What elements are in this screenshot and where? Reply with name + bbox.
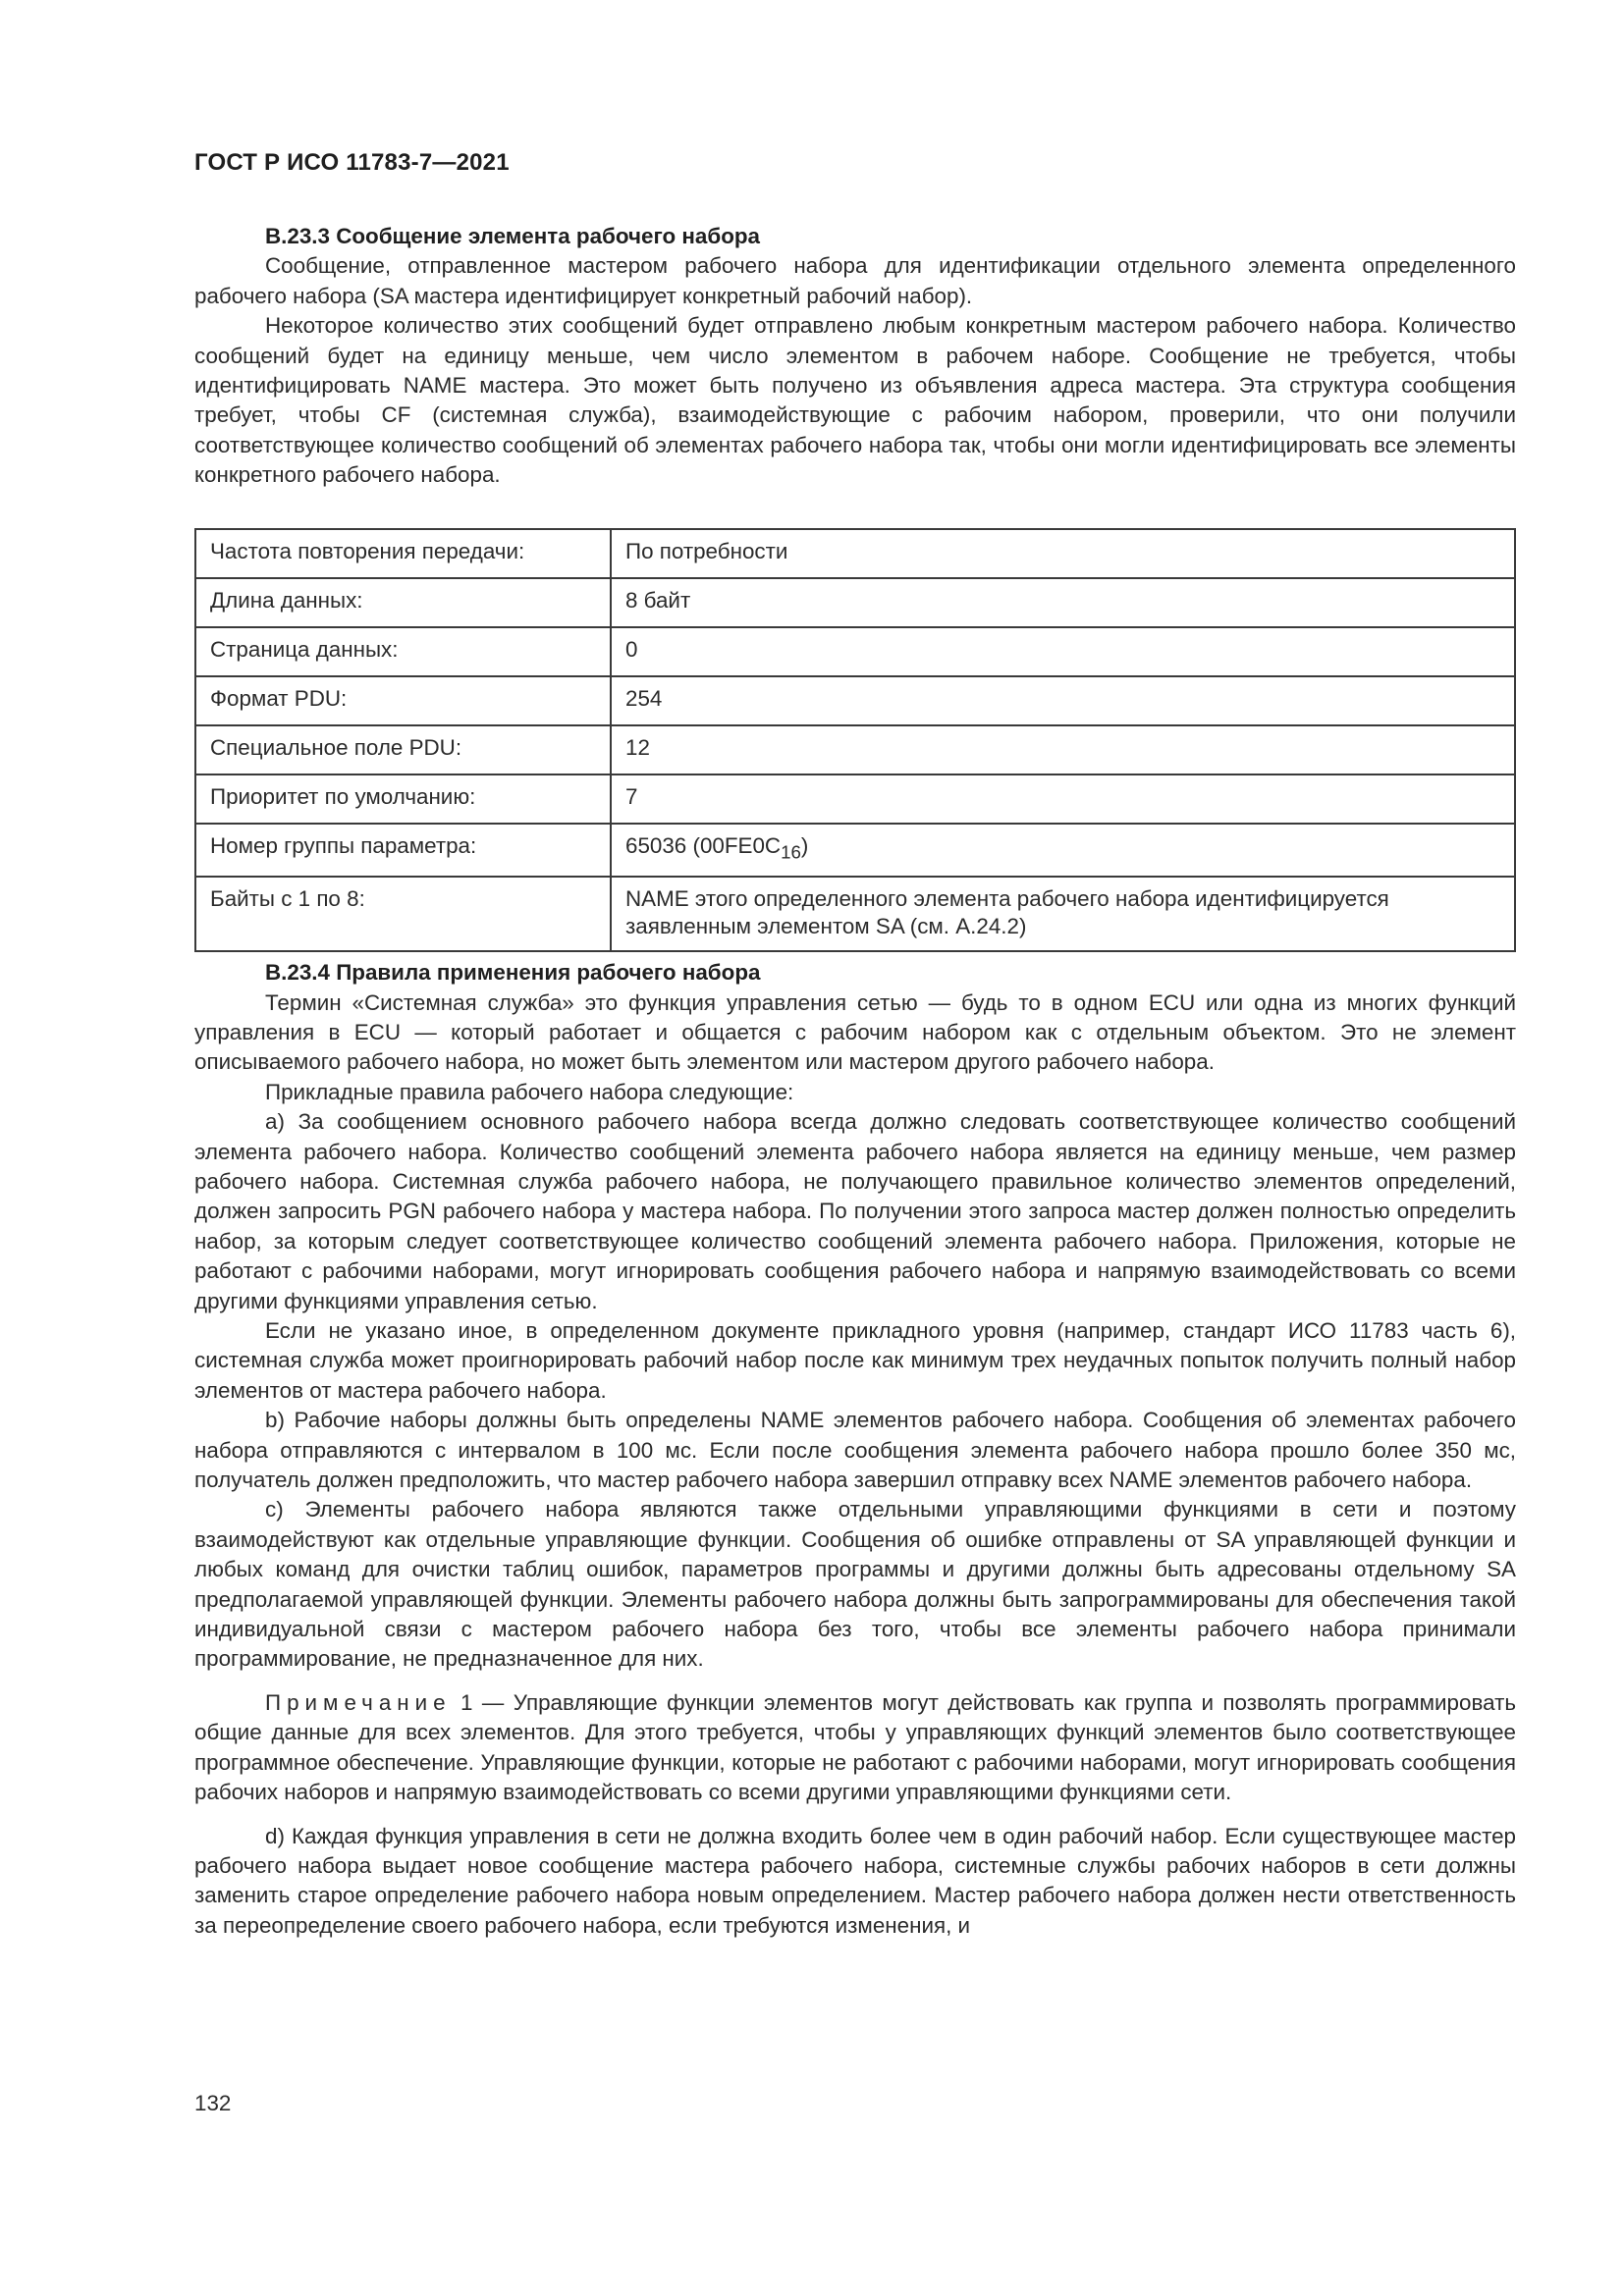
pgn-suffix: ) [800,832,809,858]
table-row [195,676,1515,725]
table-row [195,578,1515,627]
message-parameters-table [194,528,1516,952]
table-value-cell: NAME этого определенного элемента рабочего набора идентифицируется заявленным элементом SA (см. A.24.2) [611,877,1515,951]
document-body [194,222,1516,1941]
list-item-a: a) За сообщением основного рабочего набора всегда должно следовать соответствующее количество сообщений элемента рабочего набора. Количество сообщений элемента рабочего набора является на единицу меньше, чем размер рабочего набора. Системная служба рабочего набора, не получающего правильное количество элементов определений, должен запросить PGN рабочего набора у мастера набора. По получении этого запроса мастер должен полностью определить набор, за которым следует соответствующее количество сообщений элемента рабочего набора. Приложения, которые не работают с рабочими наборами, могут игнорировать сообщения рабочего набора и напрямую взаимодействовать со всеми другими функциями управления сетью. [194,1109,1516,1313]
table-value-cell: 254 [611,676,1515,725]
paragraph: Прикладные правила рабочего набора следующие: [265,1079,794,1104]
table-value-cell: По потребности [611,529,1515,578]
note-label: Примечание [265,1689,452,1715]
list-item-b: b) Рабочие наборы должны быть определены NAME элементов рабочего набора. Сообщения об элементах рабочего набора отправляются с интервалом в 100 мс. Если после сообщения элемента рабочего набора прошло более 350 мс, получатель должен предположить, что мастер рабочего набора завершил отправку всех NAME элементов рабочего набора. [194,1408,1516,1493]
list-item-c: c) Элементы рабочего набора являются также отдельными управляющими функциями в сети и поэтому взаимодействуют как отдельные управляющие функции. Сообщения об ошибке отправлены от SA управляющей функции и любых команд для очистки таблиц ошибок, параметров программы и другими должны быть адресованы отдельному SA предполагаемой управляющей функции. Элементы рабочего набора должны быть запрограммированы для обеспечения такой индивидуальной связи с мастером рабочего набора без того, чтобы все элементы рабочего набора принимали программирование, не предназначенное для них. [194,1497,1516,1672]
paragraph: Термин «Системная служба» это функция управления сетью — будь то в одном ECU или одна из многих функций управления в ECU — который работает и общается с рабочим набором как с отдельным объектом. Это не элемент описываемого рабочего набора, но может быть элементом или мастером другого рабочего набора. [194,989,1516,1075]
document-header: ГОСТ Р ИСО 11783-7—2021 [194,149,510,176]
table-row [195,627,1515,676]
table-row [195,529,1515,578]
table-value-cell [611,824,1515,877]
table-row [195,774,1515,824]
paragraph: Если не указано иное, в определенном документе прикладного уровня (например, стандарт ИСО 11783 часть 6), системная служба может проигнорировать рабочий набор после как минимум трех неудачных попыток получить полный набор элементов от мастера рабочего набора. [194,1318,1516,1403]
table-value-cell: 7 [611,774,1515,824]
table-label-cell: Длина данных: [195,578,611,627]
table-row [195,877,1515,951]
list-item-d: d) Каждая функция управления в сети не должна входить более чем в один рабочий набор. Если существующее мастер рабочего набора выдает новое сообщение мастера рабочего набора, системные службы рабочих наборов в сети должны заменить старое определение рабочего набора новым определением. Мастер рабочего набора должен нести ответственность за переопределение своего рабочего набора, если требуются изменения, и [194,1823,1516,1938]
table-label-cell: Страница данных: [195,627,611,676]
table-label-cell: Формат PDU: [195,676,611,725]
paragraph: Сообщение, отправленное мастером рабочего набора для идентификации отдельного элемента определенного рабочего набора (SA мастера идентифицирует конкретный рабочий набор). [194,253,1516,308]
note-1 [194,1688,1516,1808]
pgn-value: 65036 (00FE0C [625,832,782,858]
note-text: 1 — Управляющие функции элементов могут действовать как группа и позволять программировать общие данные для всех элементов. Для этого требуется, чтобы у управляющих функций элементов было соответствующее программное обеспечение. Управляющие функции, которые не работают с рабочими наборами, могут игнорировать сообщения рабочих наборов и напрямую взаимодействовать со всеми другими управляющими функциями сети. [194,1689,1516,1805]
page-number: 132 [194,2091,232,2115]
section-heading-b-23-3: B.23.3 Сообщение элемента рабочего набора [265,224,760,248]
table-label-cell: Частота повторения передачи: [195,529,611,578]
table-label-cell: Приоритет по умолчанию: [195,774,611,824]
pgn-subscript: 16 [781,841,801,863]
table-label-cell: Байты с 1 по 8: [195,877,611,951]
table-value-cell: 8 байт [611,578,1515,627]
table-label-cell: Номер группы параметра: [195,824,611,877]
section-heading-b-23-4: B.23.4 Правила применения рабочего набора [265,960,761,986]
table-value-cell: 0 [611,627,1515,676]
table-value-cell: 12 [611,725,1515,774]
paragraph: Некоторое количество этих сообщений будет отправлено любым конкретным мастером рабочего набора. Количество сообщений будет на единицу меньше, чем число элементом в рабочем наборе. Сообщение не требуется, чтобы идентифицировать NAME мастера. Это может быть получено из объявления адреса мастера. Эта структура сообщения требует, чтобы CF (системная служба), взаимодействующие с рабочим набором, проверили, что они получили соответствующее количество сообщений об элементах рабочего набора так, чтобы они могли идентифицировать все элементы конкретного рабочего набора. [194,313,1516,488]
table-row [195,824,1515,877]
table-row [195,725,1515,774]
table-label-cell: Специальное поле PDU: [195,725,611,774]
